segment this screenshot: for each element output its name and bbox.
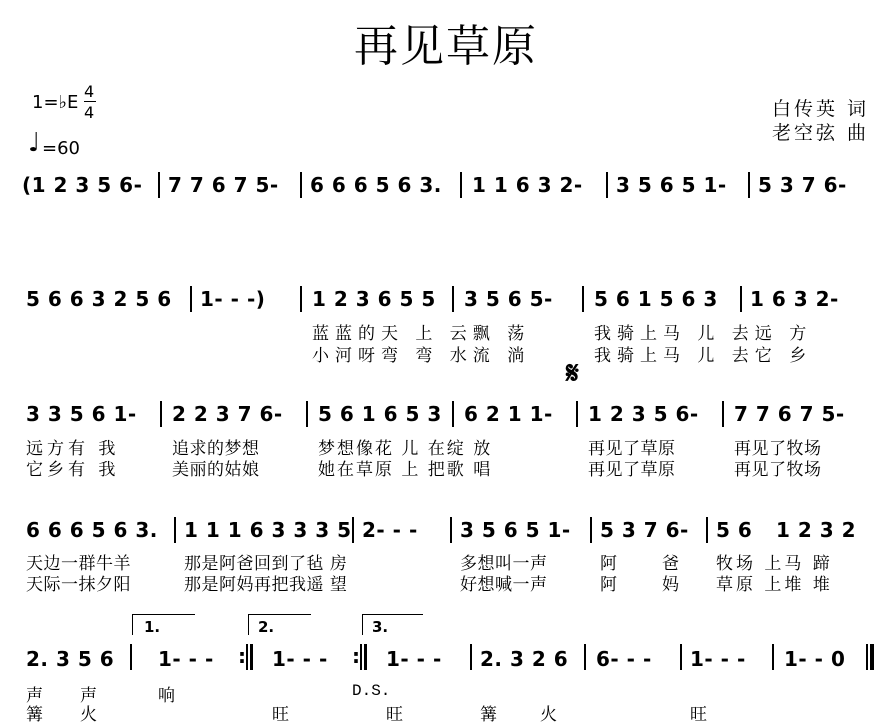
barline — [706, 517, 708, 543]
measure-notes: 2 2 3 7 6- — [172, 402, 283, 426]
volta-bracket-1 — [132, 614, 195, 635]
measure-notes: 7 7 6 7 5- — [168, 173, 279, 197]
volta-number: 3. — [372, 618, 389, 636]
final-barline-thick — [870, 644, 874, 670]
measure-notes: 2. 3 5 6 — [26, 647, 115, 671]
measure-notes: (1 2 3 5 6- — [22, 173, 143, 197]
lyric-line: 天际一抹夕阳 — [26, 575, 131, 595]
lyric-line: 旺 — [386, 705, 404, 725]
lyric-line: 美丽的姑娘 — [172, 460, 260, 480]
measure-notes: 5 3 7 6- — [758, 173, 847, 197]
tempo-marking: =60 — [42, 138, 80, 159]
volta-number: 2. — [258, 618, 275, 636]
barline — [450, 517, 452, 543]
lyric-line: 爸 — [662, 554, 680, 574]
barline — [352, 517, 354, 543]
repeat-end-sign: : — [238, 644, 246, 668]
time-signature-divider — [84, 101, 96, 102]
lyric-line: 妈 — [662, 575, 680, 595]
lyric-line: 阿 — [600, 554, 618, 574]
thick-barline — [364, 644, 367, 670]
measure-notes: 1- - - — [386, 647, 442, 671]
lyric-line: 牧场 上马 蹄 — [716, 554, 833, 574]
measure-notes: 6 2 1 1- — [464, 402, 553, 426]
measure-notes: 2. 3 2 6 — [480, 647, 569, 671]
barline — [300, 172, 302, 198]
lyric-line: 那是阿爸回到了毡 房 — [184, 554, 348, 574]
barline — [460, 172, 462, 198]
composer-credit: 老空弦 曲 — [772, 122, 870, 144]
lyric-line: 追求的梦想 — [172, 439, 260, 459]
lyric-line: 多想叫一声 — [460, 554, 548, 574]
volta-number: 1. — [144, 618, 161, 636]
measure-notes: 5 6 1 6 5 3 — [318, 402, 442, 426]
thick-barline — [250, 644, 253, 670]
measure-notes: 5 6 6 3 2 5 6 — [26, 287, 172, 311]
measure-notes: 6 6 6 5 6 3. — [26, 518, 158, 542]
barline — [470, 644, 472, 670]
measure-notes: 1- - 0 — [784, 647, 846, 671]
lyric-line: 她在草原 上 把歌 唱 — [318, 460, 493, 480]
barline — [722, 401, 724, 427]
lyric-line: 火 — [80, 705, 98, 725]
measure-notes: 2- - - — [362, 518, 418, 542]
measure-notes: 3 3 5 6 1- — [26, 402, 137, 426]
barline — [740, 286, 742, 312]
measure-notes: 3 5 6 5- — [464, 287, 553, 311]
measure-notes: 1- - -) — [200, 287, 266, 311]
lyric-line: 天边一群牛羊 — [26, 554, 131, 574]
barline — [772, 644, 774, 670]
lyric-line: 我骑上马 儿 去远 方 — [594, 324, 813, 344]
measure-notes: 1 2 3 6 5 5 — [312, 287, 436, 311]
barline — [452, 286, 454, 312]
time-signature-bottom: 4 — [84, 103, 95, 122]
repeat-end-sign: : — [352, 644, 360, 668]
lyric-line: 旺 — [272, 705, 290, 725]
barline — [360, 644, 362, 670]
measure-notes: 1 2 3 2 — [776, 518, 857, 542]
barline — [590, 517, 592, 543]
measure-notes: 3 5 6 5 1- — [460, 518, 571, 542]
lyric-line: 再见了牧场 — [734, 439, 822, 459]
lyric-line: 小河呀弯 弯 水流 淌 — [312, 346, 531, 366]
measure-notes: 1- - - — [272, 647, 328, 671]
lyric-line: 再见了草原 — [588, 460, 676, 480]
lyric-line: 我骑上马 儿 去它 乡 — [594, 346, 813, 366]
measure-notes: 6 6 6 5 6 3. — [310, 173, 442, 197]
lyricist-credit: 白传英 词 — [772, 98, 870, 120]
measure-notes: 5 6 1 5 6 3 — [594, 287, 718, 311]
barline — [190, 286, 192, 312]
measure-notes: 1- - - — [158, 647, 214, 671]
lyric-line: 声 — [26, 686, 44, 706]
barline — [748, 172, 750, 198]
lyric-line: 旺 — [690, 705, 708, 725]
measure-notes: 5 6 — [716, 518, 753, 542]
time-signature-top: 4 — [84, 82, 95, 101]
lyric-line: 好想喊一声 — [460, 575, 548, 595]
measure-notes: 7 7 6 7 5- — [734, 402, 845, 426]
lyric-line: 声 — [80, 686, 98, 706]
barline — [584, 644, 586, 670]
lyric-line: 阿 — [600, 575, 618, 595]
lyric-line: 草原 上堆 堆 — [716, 575, 833, 595]
lyric-line: 再见了牧场 — [734, 460, 822, 480]
key-signature: 1=♭E — [32, 92, 79, 113]
barline — [174, 517, 176, 543]
lyric-line: 那是阿妈再把我遥 望 — [184, 575, 348, 595]
lyric-line: 响 — [158, 686, 176, 706]
barline — [306, 401, 308, 427]
barline — [160, 401, 162, 427]
lyric-line: 蓝蓝的天 上 云飘 荡 — [312, 324, 531, 344]
barline — [130, 644, 132, 670]
barline — [452, 401, 454, 427]
measure-notes: 1- - - — [690, 647, 746, 671]
measure-notes: 1 1 6 3 2- — [472, 173, 583, 197]
lyric-line: 它乡有 我 — [26, 460, 120, 480]
barline — [582, 286, 584, 312]
measure-notes: 3 5 6 5 1- — [616, 173, 727, 197]
final-barline — [866, 644, 868, 670]
lyric-line: 再见了草原 — [588, 439, 676, 459]
lyric-line: 梦想像花 儿 在绽 放 — [318, 439, 493, 459]
barline — [300, 286, 302, 312]
barline — [680, 644, 682, 670]
measure-notes: 1 1 1 6 3 3 3 5 — [184, 518, 352, 542]
barline — [606, 172, 608, 198]
measure-notes: 6- - - — [596, 647, 652, 671]
measure-notes: 1 2 3 5 6- — [588, 402, 699, 426]
lyric-line: 篝 — [480, 705, 498, 725]
barline — [576, 401, 578, 427]
lyric-line: 火 — [540, 705, 558, 725]
lyric-line: 远方有 我 — [26, 439, 120, 459]
quarter-note-icon: ♩ — [28, 128, 41, 158]
barline — [158, 172, 160, 198]
measure-notes: 1 6 3 2- — [750, 287, 839, 311]
da-segno-mark: D.S. — [352, 682, 391, 700]
lyric-line: 篝 — [26, 705, 44, 725]
measure-notes: 5 3 7 6- — [600, 518, 689, 542]
segno-icon: 𝄋 — [566, 356, 579, 391]
barline — [246, 644, 248, 670]
song-title: 再见草原 — [354, 21, 538, 72]
